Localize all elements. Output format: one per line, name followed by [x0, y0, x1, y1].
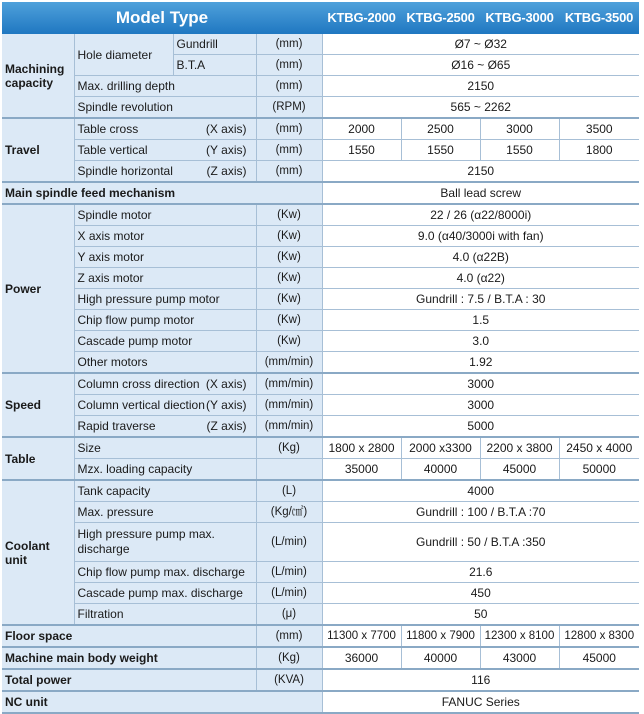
category-speed: Speed — [2, 373, 74, 437]
axis-label: (Z axis) — [206, 419, 247, 433]
item-label: Column cross direction — [77, 377, 200, 391]
value: 2500 — [401, 118, 480, 140]
model-type-heading: Model Type — [2, 2, 322, 34]
value: 2150 — [322, 161, 639, 183]
model-ktbg-2500: KTBG-2500 — [401, 2, 480, 34]
value: 36000 — [322, 647, 401, 669]
unit: (mm) — [256, 118, 322, 140]
value: Ø16 ~ Ø65 — [322, 55, 639, 76]
category-coolant-unit: Coolant unit — [2, 480, 74, 625]
item-size: Size — [74, 437, 256, 459]
table-row — [2, 352, 639, 374]
value: Gundrill : 100 / B.T.A :70 — [322, 502, 639, 523]
axis-label: (X axis) — [205, 122, 247, 136]
table-row — [2, 331, 639, 352]
table-row — [2, 161, 639, 183]
item-x-axis-motor: X axis motor — [74, 226, 256, 247]
axis-label: (Y axis) — [206, 143, 247, 157]
table-row — [2, 373, 639, 395]
value: 3500 — [559, 118, 639, 140]
category-nc-unit: NC unit — [2, 691, 322, 713]
axis-label: (Y axis) — [206, 398, 247, 412]
model-ktbg-3500: KTBG-3500 — [559, 2, 639, 34]
table-row — [2, 34, 639, 55]
value: 45000 — [559, 647, 639, 669]
model-ktbg-3000: KTBG-3000 — [480, 2, 559, 34]
item-hp-pump-max-discharge: High pressure pump max. discharge — [74, 523, 256, 562]
header-row — [2, 2, 639, 34]
category-travel: Travel — [2, 118, 74, 182]
unit: (μ) — [256, 604, 322, 626]
value: 11300 x 7700 — [322, 625, 401, 647]
item-rapid-traverse — [74, 416, 256, 438]
model-ktbg-2000: KTBG-2000 — [322, 2, 401, 34]
item-label: Column vertical diection — [77, 398, 205, 412]
unit: (mm) — [256, 625, 322, 647]
item-table-cross — [74, 118, 256, 140]
item-cascade-pump-motor: Cascade pump motor — [74, 331, 256, 352]
unit: (mm) — [256, 55, 322, 76]
unit: (Kg) — [256, 437, 322, 459]
item-label: Rapid traverse — [77, 419, 156, 433]
unit: (Kw) — [256, 226, 322, 247]
value: 4000 — [322, 480, 639, 502]
item-tank-capacity: Tank capacity — [74, 480, 256, 502]
value: 45000 — [480, 459, 559, 481]
value: Ø7 ~ Ø32 — [322, 34, 639, 55]
item-column-vertical-direction — [74, 395, 256, 416]
category-power: Power — [2, 204, 74, 373]
value: 4.0 (α22B) — [322, 247, 639, 268]
table-row — [2, 118, 639, 140]
table-row — [2, 204, 639, 226]
value: 1800 — [559, 140, 639, 161]
value: 50000 — [559, 459, 639, 481]
value: 3000 — [322, 373, 639, 395]
table-row — [2, 140, 639, 161]
value: 40000 — [401, 459, 480, 481]
unit: (Kw) — [256, 247, 322, 268]
unit: (mm) — [256, 34, 322, 55]
table-row — [2, 310, 639, 331]
item-cascade-pump-max-discharge: Cascade pump max. discharge — [74, 583, 256, 604]
value: 2000 — [322, 118, 401, 140]
value: 1.92 — [322, 352, 639, 374]
table-row — [2, 480, 639, 502]
unit: (mm/min) — [256, 352, 322, 374]
value: 116 — [322, 669, 639, 691]
value: 450 — [322, 583, 639, 604]
spec-sheet — [2, 2, 642, 714]
value: 9.0 (α40/3000i with fan) — [322, 226, 639, 247]
value: 1550 — [401, 140, 480, 161]
value: 21.6 — [322, 562, 639, 583]
unit: (RPM) — [256, 97, 322, 119]
value: 12800 x 8300 — [559, 625, 639, 647]
unit: (mm) — [256, 140, 322, 161]
value: 3000 — [322, 395, 639, 416]
unit: (Kw) — [256, 331, 322, 352]
unit: (L/min) — [256, 583, 322, 604]
item-loading-capacity: Mzx. loading capacity — [74, 459, 256, 481]
table-row — [2, 289, 639, 310]
table-row — [2, 459, 639, 481]
axis-label: (Z axis) — [206, 164, 247, 178]
category-main-body-weight: Machine main body weight — [2, 647, 256, 669]
value: 35000 — [322, 459, 401, 481]
value: 2150 — [322, 76, 639, 97]
table-row — [2, 97, 639, 119]
table-row — [2, 583, 639, 604]
unit: (L) — [256, 480, 322, 502]
item-label: Table vertical — [77, 143, 148, 157]
value: 2450 x 4000 — [559, 437, 639, 459]
item-hole-diameter: Hole diameter — [74, 34, 173, 76]
sub-bta: B.T.A — [173, 55, 256, 76]
table-row — [2, 647, 639, 669]
item-filtration: Filtration — [74, 604, 256, 626]
spec-table — [2, 2, 639, 714]
sub-gundrill: Gundrill — [173, 34, 256, 55]
item-label: Spindle horizontal — [77, 164, 173, 178]
unit: (L/min) — [256, 562, 322, 583]
value: 2200 x 3800 — [480, 437, 559, 459]
item-max-pressure: Max. pressure — [74, 502, 256, 523]
unit: (L/min) — [256, 523, 322, 562]
item-y-axis-motor: Y axis motor — [74, 247, 256, 268]
table-row — [2, 625, 639, 647]
item-other-motors: Other motors — [74, 352, 256, 374]
value: Gundrill : 7.5 / B.T.A : 30 — [322, 289, 639, 310]
value: 2000 x3300 — [401, 437, 480, 459]
axis-label: (X axis) — [205, 377, 247, 391]
value: 565 ~ 2262 — [322, 97, 639, 119]
unit: (Kg) — [256, 647, 322, 669]
category-floor-space: Floor space — [2, 625, 256, 647]
value: 40000 — [401, 647, 480, 669]
value: Ball lead screw — [322, 182, 639, 204]
table-row — [2, 562, 639, 583]
table-row — [2, 502, 639, 523]
value: 12300 x 8100 — [480, 625, 559, 647]
value: 43000 — [480, 647, 559, 669]
table-row — [2, 691, 639, 713]
table-row — [2, 76, 639, 97]
table-row — [2, 247, 639, 268]
table-row — [2, 669, 639, 691]
category-total-power: Total power — [2, 669, 256, 691]
value: 1550 — [322, 140, 401, 161]
table-row — [2, 437, 639, 459]
value: Gundrill : 50 / B.T.A :350 — [322, 523, 639, 562]
table-row — [2, 268, 639, 289]
unit: (mm) — [256, 76, 322, 97]
item-spindle-motor: Spindle motor — [74, 204, 256, 226]
value: 5000 — [322, 416, 639, 438]
item-table-vertical — [74, 140, 256, 161]
item-spindle-horizontal — [74, 161, 256, 183]
item-label: Table cross — [77, 122, 139, 136]
value: 1550 — [480, 140, 559, 161]
item-chip-flow-pump-motor: Chip flow pump motor — [74, 310, 256, 331]
unit: (mm/min) — [256, 373, 322, 395]
item-column-cross-direction — [74, 373, 256, 395]
item-spindle-revolution: Spindle revolution — [74, 97, 256, 119]
table-row — [2, 416, 639, 438]
value: 3.0 — [322, 331, 639, 352]
item-high-pressure-pump-motor: High pressure pump motor — [74, 289, 256, 310]
unit: (Kg/㎠) — [256, 502, 322, 523]
value: 4.0 (α22) — [322, 268, 639, 289]
table-row — [2, 395, 639, 416]
table-row — [2, 226, 639, 247]
unit: (KVA) — [256, 669, 322, 691]
category-machining-capacity: Machining capacity — [2, 34, 74, 118]
value: 1800 x 2800 — [322, 437, 401, 459]
unit: (Kw) — [256, 289, 322, 310]
value: 1.5 — [322, 310, 639, 331]
category-feed-mechanism: Main spindle feed mechanism — [2, 182, 322, 204]
table-row — [2, 523, 639, 562]
category-table: Table — [2, 437, 74, 480]
value: 22 / 26 (α22/8000i) — [322, 204, 639, 226]
table-row — [2, 604, 639, 626]
value: 11800 x 7900 — [401, 625, 480, 647]
unit: (mm/min) — [256, 416, 322, 438]
item-max-drilling-depth: Max. drilling depth — [74, 76, 256, 97]
value: 3000 — [480, 118, 559, 140]
item-z-axis-motor: Z axis motor — [74, 268, 256, 289]
unit: (mm/min) — [256, 395, 322, 416]
unit: (mm) — [256, 161, 322, 183]
value: 50 — [322, 604, 639, 626]
unit: (Kw) — [256, 310, 322, 331]
unit: (Kw) — [256, 268, 322, 289]
unit — [256, 459, 322, 481]
unit: (Kw) — [256, 204, 322, 226]
value: FANUC Series — [322, 691, 639, 713]
item-chip-flow-pump-max-discharge: Chip flow pump max. discharge — [74, 562, 256, 583]
table-row — [2, 182, 639, 204]
